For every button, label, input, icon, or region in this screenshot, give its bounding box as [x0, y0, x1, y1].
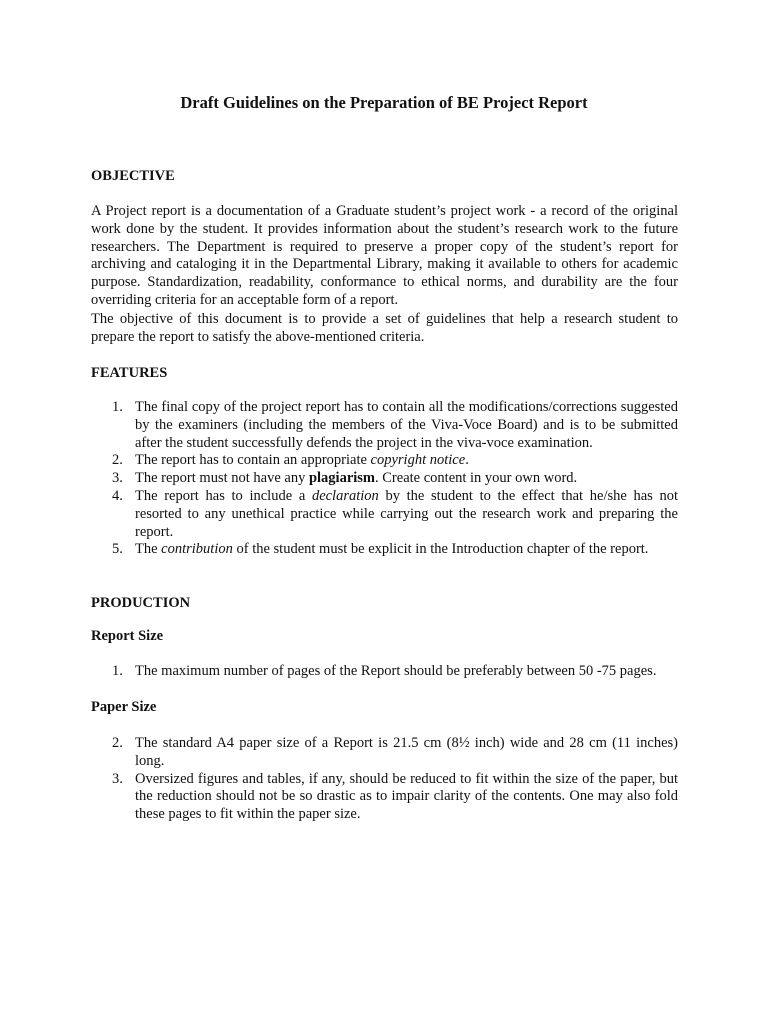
list-text: The [135, 541, 162, 558]
list-item [91, 488, 678, 541]
list-text: . [465, 452, 469, 469]
list-number: 4. [112, 487, 123, 504]
list-item [91, 399, 678, 452]
list-emphasis: contribution [161, 541, 233, 558]
list-item [91, 771, 678, 824]
production-heading: PRODUCTION [91, 595, 191, 611]
list-text: Oversized figures and tables, if any, should be reduced to fit within the size of the paper, but the reduction should not be so drastic as to impair clarity of the contents. One may also fold these pages to fit within the paper size. [135, 770, 678, 823]
report-size-list [91, 663, 678, 681]
list-number: 3. [112, 470, 123, 487]
document-title: Draft Guidelines on the Preparation of BE Project Report [180, 93, 588, 112]
list-item [91, 663, 678, 681]
features-list [91, 399, 678, 559]
list-item [91, 452, 678, 470]
list-number: 2. [112, 735, 123, 751]
list-item [91, 541, 678, 559]
objective-purpose-paragraph: The objective of this document is to provide a set of guidelines that help a research student to prepare the report to satisfy the above-mentioned criteria. [91, 311, 678, 345]
list-emphasis: copyright notice [370, 452, 466, 469]
objective-heading: OBJECTIVE [91, 168, 175, 184]
list-emphasis: declaration [311, 487, 379, 504]
list-item [91, 735, 678, 771]
list-strong: plagiarism [308, 470, 376, 487]
list-text: of the student must be explicit in the Introduction chapter of the report. [232, 541, 649, 558]
features-heading: FEATURES [91, 365, 168, 381]
list-item [91, 470, 678, 488]
report-size-heading: Report Size [91, 628, 164, 644]
list-number: 5. [112, 541, 123, 558]
list-number: 2. [112, 452, 123, 469]
list-text: The report has to include a [135, 487, 312, 504]
objective-paragraph: A Project report is a documentation of a Graduate student’s project work - a record of the original work done by the student. It provides information about the student’s research work to the future researchers. The Department is required to preserve a proper copy of the student’s report for archiving and cataloging it in the Departmental Library, making it available to others for academic purpose. Standardization, readability, conformance to ethical norms, and durability are the four overriding criteria for an acceptable form of a report. [91, 203, 678, 308]
list-number: 3. [112, 770, 123, 787]
list-text: The final copy of the project report has to contain all the modifications/corrections suggested by the examiners (including the members of the Viva-Voce Board) and is to be submitted after the student successfully defends the project in the viva-voce examination. [135, 399, 678, 451]
list-number: 1. [112, 663, 123, 679]
list-text: . Create content in your own word. [375, 470, 578, 487]
paper-size-list [91, 735, 678, 824]
list-text: The standard A4 paper size of a Report is 21.5 cm (8½ inch) wide and 28 cm (11 inches) long. [135, 735, 678, 769]
list-text: The maximum number of pages of the Report should be preferably between 50 -75 pages. [135, 663, 657, 679]
list-number: 1. [112, 399, 123, 415]
list-text: by the student to the effect that he/she has not resorted to any unethical practice while carrying out the research work and preparing the report. [135, 487, 679, 540]
list-text: The report has to contain an appropriate [135, 452, 371, 469]
paper-size-heading: Paper Size [91, 699, 157, 715]
list-text: The report must not have any [135, 470, 309, 487]
